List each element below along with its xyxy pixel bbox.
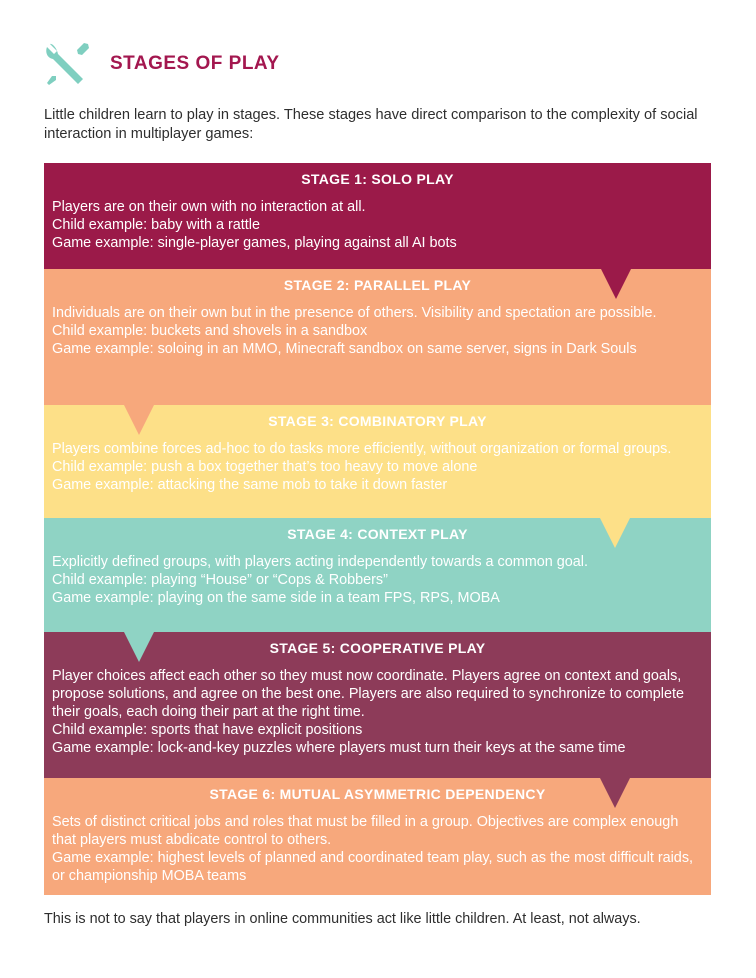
intro-paragraph: Little children learn to play in stages. These stages have direct comparison to the complexity of social interaction in multiplayer games: (44, 107, 698, 142)
stage-body (44, 804, 711, 885)
stage-title: STAGE 6: MUTUAL ASYMMETRIC DEPENDENCY (209, 786, 546, 802)
stages-list (44, 163, 711, 895)
pointer-triangle (124, 405, 154, 435)
pointer-triangle (600, 518, 630, 548)
stage-line: Players combine forces ad-hoc to do tasks more efficiently, without organization or formal groups. (52, 441, 672, 457)
page-title: STAGES OF PLAY (110, 53, 280, 74)
stage-body (44, 295, 711, 358)
footer-note: This is not to say that players in online communities act like little children. At least, not always. (44, 911, 641, 927)
page-header (44, 40, 280, 88)
pointer-triangle (600, 778, 630, 808)
stage-line: Explicitly defined groups, with players acting independently towards a common goal. (52, 554, 588, 570)
stage-line: Child example: playing “House” or “Cops & Robbers” (52, 572, 388, 588)
stage-line: Sets of distinct critical jobs and roles that must be filled in a group. Objectives are complex enough that players must abdicate control to others. (52, 814, 679, 848)
stage-body (44, 544, 711, 607)
stage-line: Player choices affect each other so they must now coordinate. Players agree on context and goals, propose solutions, and agree on the best one. Players are also required to synchronize to complete their goals, each doing their part at the right time. (52, 668, 684, 720)
pointer-triangle (601, 269, 631, 299)
stage-body (44, 658, 711, 757)
stage-line: Players are on their own with no interaction at all. (52, 199, 366, 215)
stage-line: Game example: soloing in an MMO, Minecraft sandbox on same server, signs in Dark Souls (52, 341, 637, 357)
stage-body (44, 431, 711, 494)
stage-line: Game example: playing on the same side in a team FPS, RPS, MOBA (52, 590, 500, 606)
stage-title: STAGE 3: COMBINATORY PLAY (268, 413, 487, 429)
stage-line: Child example: baby with a rattle (52, 217, 260, 233)
stage-line: Child example: sports that have explicit positions (52, 722, 363, 738)
stage-title: STAGE 2: PARALLEL PLAY (283, 277, 472, 293)
stage-line: Individuals are on their own but in the presence of others. Visibility and spectation are possible. (52, 305, 657, 321)
stage-1 (44, 163, 711, 269)
stage-line: Game example: single-player games, playing against all AI bots (52, 235, 457, 251)
stage-line: Child example: push a box together that’s too heavy to move alone (52, 459, 478, 475)
stage-title: STAGE 5: COOPERATIVE PLAY (269, 640, 486, 656)
stage-line: Game example: attacking the same mob to take it down faster (52, 477, 448, 493)
stage-line: Game example: lock-and-key puzzles where players must turn their keys at the same time (52, 740, 626, 756)
stage-line: Child example: buckets and shovels in a sandbox (52, 323, 368, 339)
stage-title: STAGE 1: SOLO PLAY (301, 171, 454, 187)
tools-icon (44, 40, 92, 88)
stage-line: Game example: highest levels of planned and coordinated team play, such as the most difficult raids, or championship MOBA teams (52, 850, 694, 884)
stage-body (44, 189, 711, 252)
stage-title: STAGE 4: CONTEXT PLAY (287, 526, 468, 542)
pointer-triangle (124, 632, 154, 662)
